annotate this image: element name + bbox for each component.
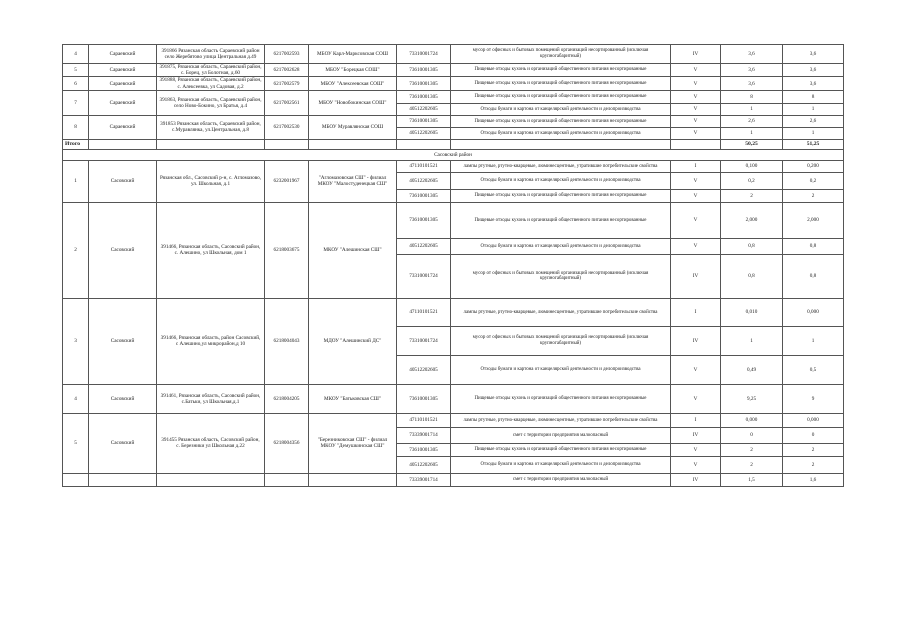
inn-cell <box>265 473 309 486</box>
hazard-class-cell: V <box>671 172 721 189</box>
district-cell: Сараевский <box>89 77 157 90</box>
empty-cell <box>671 139 721 149</box>
amount-cell-1: 1 <box>721 326 783 355</box>
address-cell <box>157 473 265 486</box>
waste-name-cell: Пищевые отходы кухонь и организаций общественного питания несортированные <box>451 77 671 90</box>
amount-cell-1: 0,2 <box>721 172 783 189</box>
amount-cell-1: 2 <box>721 443 783 456</box>
waste-code-cell: 40512202605 <box>397 355 451 384</box>
waste-code-cell: 73610001305 <box>397 77 451 90</box>
district-cell: Сараевский <box>89 64 157 77</box>
section-header-row <box>63 149 844 160</box>
table-body <box>63 45 844 487</box>
inn-cell: 6217002561 <box>265 90 309 115</box>
amount-cell-2: 0,5 <box>783 355 844 384</box>
amount-cell-1: 1 <box>721 127 783 139</box>
hazard-class-cell: V <box>671 103 721 115</box>
organization-cell: МБОУ Муравлянская СОШ <box>309 115 397 139</box>
waste-name-cell: смет с территории предприятия малоопасный <box>451 427 671 443</box>
inn-cell: 6217002579 <box>265 77 309 90</box>
amount-cell-1: 2 <box>721 456 783 473</box>
amount-cell-1: 8 <box>721 90 783 103</box>
amount-cell-2: 3,6 <box>783 45 844 64</box>
hazard-class-cell: V <box>671 384 721 413</box>
waste-code-cell: 73610001305 <box>397 90 451 103</box>
address-cell: 391466, Рязанская область, Сасовский район, с. Алешино, ул Школьная, дом 1 <box>157 202 265 298</box>
organization-cell: "Агломазовская СШ" - филиал МКОУ "Малостуденецкая СШ" <box>309 160 397 202</box>
amount-cell-2: 1,6 <box>783 473 844 486</box>
table-row <box>63 413 844 427</box>
row-number-cell: 4 <box>63 45 89 64</box>
amount-cell-2: 0,8 <box>783 238 844 254</box>
district-cell: Сасовский <box>89 384 157 413</box>
empty-cell <box>309 139 397 149</box>
hazard-class-cell: IV <box>671 473 721 486</box>
waste-code-cell: 40512202605 <box>397 172 451 189</box>
section-title: Сасовский район <box>63 149 844 160</box>
table-row <box>63 45 844 64</box>
waste-code-cell: 73339001714 <box>397 427 451 443</box>
row-number-cell: 3 <box>63 298 89 384</box>
waste-code-cell: 73310001724 <box>397 254 451 298</box>
district-cell: Сасовский <box>89 160 157 202</box>
organization-cell: МБОУ "Алексеевская СОШ" <box>309 77 397 90</box>
total-amount-2: 51,25 <box>783 139 844 149</box>
amount-cell-1: 2,6 <box>721 115 783 127</box>
table-row <box>63 160 844 172</box>
waste-name-cell: Пищевые отходы кухонь и организаций общественного питания несортированные <box>451 90 671 103</box>
address-cell: 391888, Рязанская область, Сараевский район, с. Алексеевка, ул Садовая, д.2 <box>157 77 265 90</box>
waste-code-cell: 73610001305 <box>397 64 451 77</box>
amount-cell-1: 0 <box>721 427 783 443</box>
amount-cell-2: 9 <box>783 384 844 413</box>
amount-cell-2: 2,000 <box>783 202 844 238</box>
row-number-cell: 5 <box>63 413 89 473</box>
row-number-cell: 2 <box>63 202 89 298</box>
hazard-class-cell: V <box>671 202 721 238</box>
amount-cell-1: 1 <box>721 103 783 115</box>
waste-name-cell: Пищевые отходы кухонь и организаций общественного питания несортированные <box>451 384 671 413</box>
hazard-class-cell: V <box>671 127 721 139</box>
document-sheet <box>62 44 843 487</box>
address-cell: Рязанская обл., Сасовский р-н, с. Агломазово, ул. Школьная, д.1 <box>157 160 265 202</box>
amount-cell-2: 0,000 <box>783 413 844 427</box>
amount-cell-2: 0,2 <box>783 172 844 189</box>
row-number-cell: 5 <box>63 64 89 77</box>
waste-name-cell: Отходы бумаги и картона от канцелярской деятельности и делопроизводства <box>451 456 671 473</box>
table-row <box>63 90 844 103</box>
amount-cell-1: 1,5 <box>721 473 783 486</box>
organization-cell: "Березниковская СШ" - филиал МКОУ "Демушкинская СШ" <box>309 413 397 473</box>
hazard-class-cell: V <box>671 443 721 456</box>
amount-cell-1: 3,6 <box>721 45 783 64</box>
amount-cell-2: 2 <box>783 456 844 473</box>
waste-code-cell: 73339001714 <box>397 473 451 486</box>
waste-name-cell: лампы ртутные, ртутно-кварцевые, люминесцентные, утратившие потребительские свойства <box>451 413 671 427</box>
waste-code-cell: 47110101521 <box>397 298 451 326</box>
district-cell <box>89 473 157 486</box>
amount-cell-2: 2,6 <box>783 115 844 127</box>
table-row <box>63 202 844 238</box>
hazard-class-cell: V <box>671 115 721 127</box>
amount-cell-1: 0,49 <box>721 355 783 384</box>
row-number-cell: 4 <box>63 384 89 413</box>
amount-cell-1: 2 <box>721 189 783 202</box>
hazard-class-cell: V <box>671 189 721 202</box>
amount-cell-2: 0,8 <box>783 254 844 298</box>
waste-name-cell: мусор от офисных и бытовых помещений организаций несортированный (исключая крупногабаритный) <box>451 254 671 298</box>
waste-name-cell: смет с территории предприятия малоопасный <box>451 473 671 486</box>
waste-code-cell: 40512202605 <box>397 456 451 473</box>
amount-cell-2: 0 <box>783 427 844 443</box>
address-cell: 391863, Рязанская область, Сараевский район, село Ново-Бокино, ул Братья, д.4 <box>157 90 265 115</box>
amount-cell-2: 0,000 <box>783 298 844 326</box>
inn-cell: 6218003675 <box>265 202 309 298</box>
waste-code-cell: 40512202605 <box>397 127 451 139</box>
waste-code-cell: 73610001305 <box>397 384 451 413</box>
waste-name-cell: лампы ртутные, ртутно-кварцевые, люминесцентные, утратившие потребительские свойства <box>451 160 671 172</box>
empty-cell <box>89 139 157 149</box>
amount-cell-1: 2,000 <box>721 202 783 238</box>
district-cell: Сасовский <box>89 298 157 384</box>
waste-code-cell: 47110101521 <box>397 413 451 427</box>
amount-cell-2: 2 <box>783 189 844 202</box>
organization-cell <box>309 473 397 486</box>
organization-cell: МБОУ "Новобокинская СОШ" <box>309 90 397 115</box>
organization-cell: МДОУ "Алешинский ДС" <box>309 298 397 384</box>
total-amount-1: 50,25 <box>721 139 783 149</box>
waste-name-cell: мусор от офисных и бытовых помещений организаций несортированный (исключая крупногабаритный) <box>451 326 671 355</box>
waste-name-cell: Отходы бумаги и картона от канцелярской деятельности и делопроизводства <box>451 103 671 115</box>
amount-cell-1: 0,000 <box>721 413 783 427</box>
hazard-class-cell: V <box>671 355 721 384</box>
waste-table <box>62 44 844 487</box>
inn-cell: 6217002530 <box>265 115 309 139</box>
waste-name-cell: мусор от офисных и бытовых помещений организаций несортированный (исключая крупногабаритный) <box>451 45 671 64</box>
amount-cell-1: 0,010 <box>721 298 783 326</box>
district-cell: Сараевский <box>89 90 157 115</box>
district-cell: Сасовский <box>89 202 157 298</box>
waste-name-cell: Пищевые отходы кухонь и организаций общественного питания несортированные <box>451 443 671 456</box>
amount-cell-2: 3,6 <box>783 64 844 77</box>
hazard-class-cell: IV <box>671 254 721 298</box>
empty-cell <box>397 139 451 149</box>
waste-code-cell: 73610001305 <box>397 202 451 238</box>
row-number-cell: 8 <box>63 115 89 139</box>
waste-code-cell: 73610001305 <box>397 443 451 456</box>
amount-cell-1: 9,25 <box>721 384 783 413</box>
waste-name-cell: лампы ртутные, ртутно-кварцевые, люминесцентные, утратившие потребительские свойства <box>451 298 671 326</box>
waste-name-cell: Отходы бумаги и картона от канцелярской деятельности и делопроизводства <box>451 127 671 139</box>
inn-cell: 6232001967 <box>265 160 309 202</box>
inn-cell: 6217002628 <box>265 64 309 77</box>
waste-name-cell: Отходы бумаги и картона от канцелярской деятельности и делопроизводства <box>451 355 671 384</box>
table-row <box>63 77 844 90</box>
waste-code-cell: 73310001724 <box>397 45 451 64</box>
hazard-class-cell: IV <box>671 326 721 355</box>
district-cell: Сасовский <box>89 413 157 473</box>
amount-cell-1: 0,100 <box>721 160 783 172</box>
waste-code-cell: 73610001305 <box>397 115 451 127</box>
waste-code-cell: 73310001724 <box>397 326 451 355</box>
empty-cell <box>157 139 265 149</box>
amount-cell-2: 8 <box>783 90 844 103</box>
hazard-class-cell: I <box>671 160 721 172</box>
total-row <box>63 139 844 149</box>
amount-cell-1: 3,6 <box>721 64 783 77</box>
inn-cell: 6217002593 <box>265 45 309 64</box>
amount-cell-2: 1 <box>783 127 844 139</box>
amount-cell-1: 0,8 <box>721 238 783 254</box>
address-cell: 391875, Рязанская область, Сараевский район, с. Борец, ул Болотная, д.60 <box>157 64 265 77</box>
waste-code-cell: 73610001305 <box>397 189 451 202</box>
address-cell: 391466, Рязанская область, район Сасовский, с Алешино,ул микрорайон,д 10 <box>157 298 265 384</box>
address-cell: 391461, Рязанская область, Сасовский район, с.Батьки, ул Школьная,д.1 <box>157 384 265 413</box>
amount-cell-2: 1 <box>783 103 844 115</box>
table-row <box>63 64 844 77</box>
inn-cell: 6218004043 <box>265 298 309 384</box>
waste-name-cell: Отходы бумаги и картона от канцелярской деятельности и делопроизводства <box>451 172 671 189</box>
amount-cell-2: 0,200 <box>783 160 844 172</box>
organization-cell: МБОУ Карл-Марксовская СОШ <box>309 45 397 64</box>
table-row <box>63 115 844 127</box>
table-row <box>63 298 844 326</box>
row-number-cell: 7 <box>63 90 89 115</box>
hazard-class-cell: IV <box>671 427 721 443</box>
district-cell: Сараевский <box>89 45 157 64</box>
hazard-class-cell: I <box>671 298 721 326</box>
waste-name-cell: Пищевые отходы кухонь и организаций общественного питания несортированные <box>451 64 671 77</box>
hazard-class-cell: I <box>671 413 721 427</box>
inn-cell: 6218004356 <box>265 413 309 473</box>
hazard-class-cell: V <box>671 77 721 90</box>
organization-cell: МКОУ "Батьковская СШ" <box>309 384 397 413</box>
amount-cell-1: 0,8 <box>721 254 783 298</box>
address-cell: 391853 Рязанская область, Сараевский район, с.Муравлянка, ул.Центральная, д.8 <box>157 115 265 139</box>
waste-name-cell: Пищевые отходы кухонь и организаций общественного питания несортированные <box>451 189 671 202</box>
row-number-cell: 1 <box>63 160 89 202</box>
hazard-class-cell: V <box>671 90 721 103</box>
total-label: Итого <box>63 139 89 149</box>
row-number-cell: 6 <box>63 77 89 90</box>
row-number-cell <box>63 473 89 486</box>
amount-cell-1: 3,6 <box>721 77 783 90</box>
table-row <box>63 384 844 413</box>
waste-name-cell: Пищевые отходы кухонь и организаций общественного питания несортированные <box>451 115 671 127</box>
amount-cell-2: 2 <box>783 443 844 456</box>
district-cell: Сараевский <box>89 115 157 139</box>
organization-cell: МКОУ "Алешинская СШ" <box>309 202 397 298</box>
waste-code-cell: 40512202605 <box>397 238 451 254</box>
inn-cell: 6218004205 <box>265 384 309 413</box>
waste-name-cell: Пищевые отходы кухонь и организаций общественного питания несортированные <box>451 202 671 238</box>
amount-cell-2: 1 <box>783 326 844 355</box>
table-row <box>63 473 844 486</box>
empty-cell <box>451 139 671 149</box>
waste-name-cell: Отходы бумаги и картона от канцелярской деятельности и делопроизводства <box>451 238 671 254</box>
empty-cell <box>265 139 309 149</box>
waste-code-cell: 47110101521 <box>397 160 451 172</box>
hazard-class-cell: V <box>671 456 721 473</box>
amount-cell-2: 3,6 <box>783 77 844 90</box>
hazard-class-cell: V <box>671 238 721 254</box>
hazard-class-cell: IV <box>671 45 721 64</box>
organization-cell: МБОУ "Борецкая СОШ" <box>309 64 397 77</box>
address-cell: 391455 Рязанская область, Сасовский район, с. Березники ул Школьная д.22 <box>157 413 265 473</box>
waste-code-cell: 40512202605 <box>397 103 451 115</box>
address-cell: 391866 Рязанская область Сараевский район село Жеребятово улица Центральная д.49 <box>157 45 265 64</box>
hazard-class-cell: V <box>671 64 721 77</box>
